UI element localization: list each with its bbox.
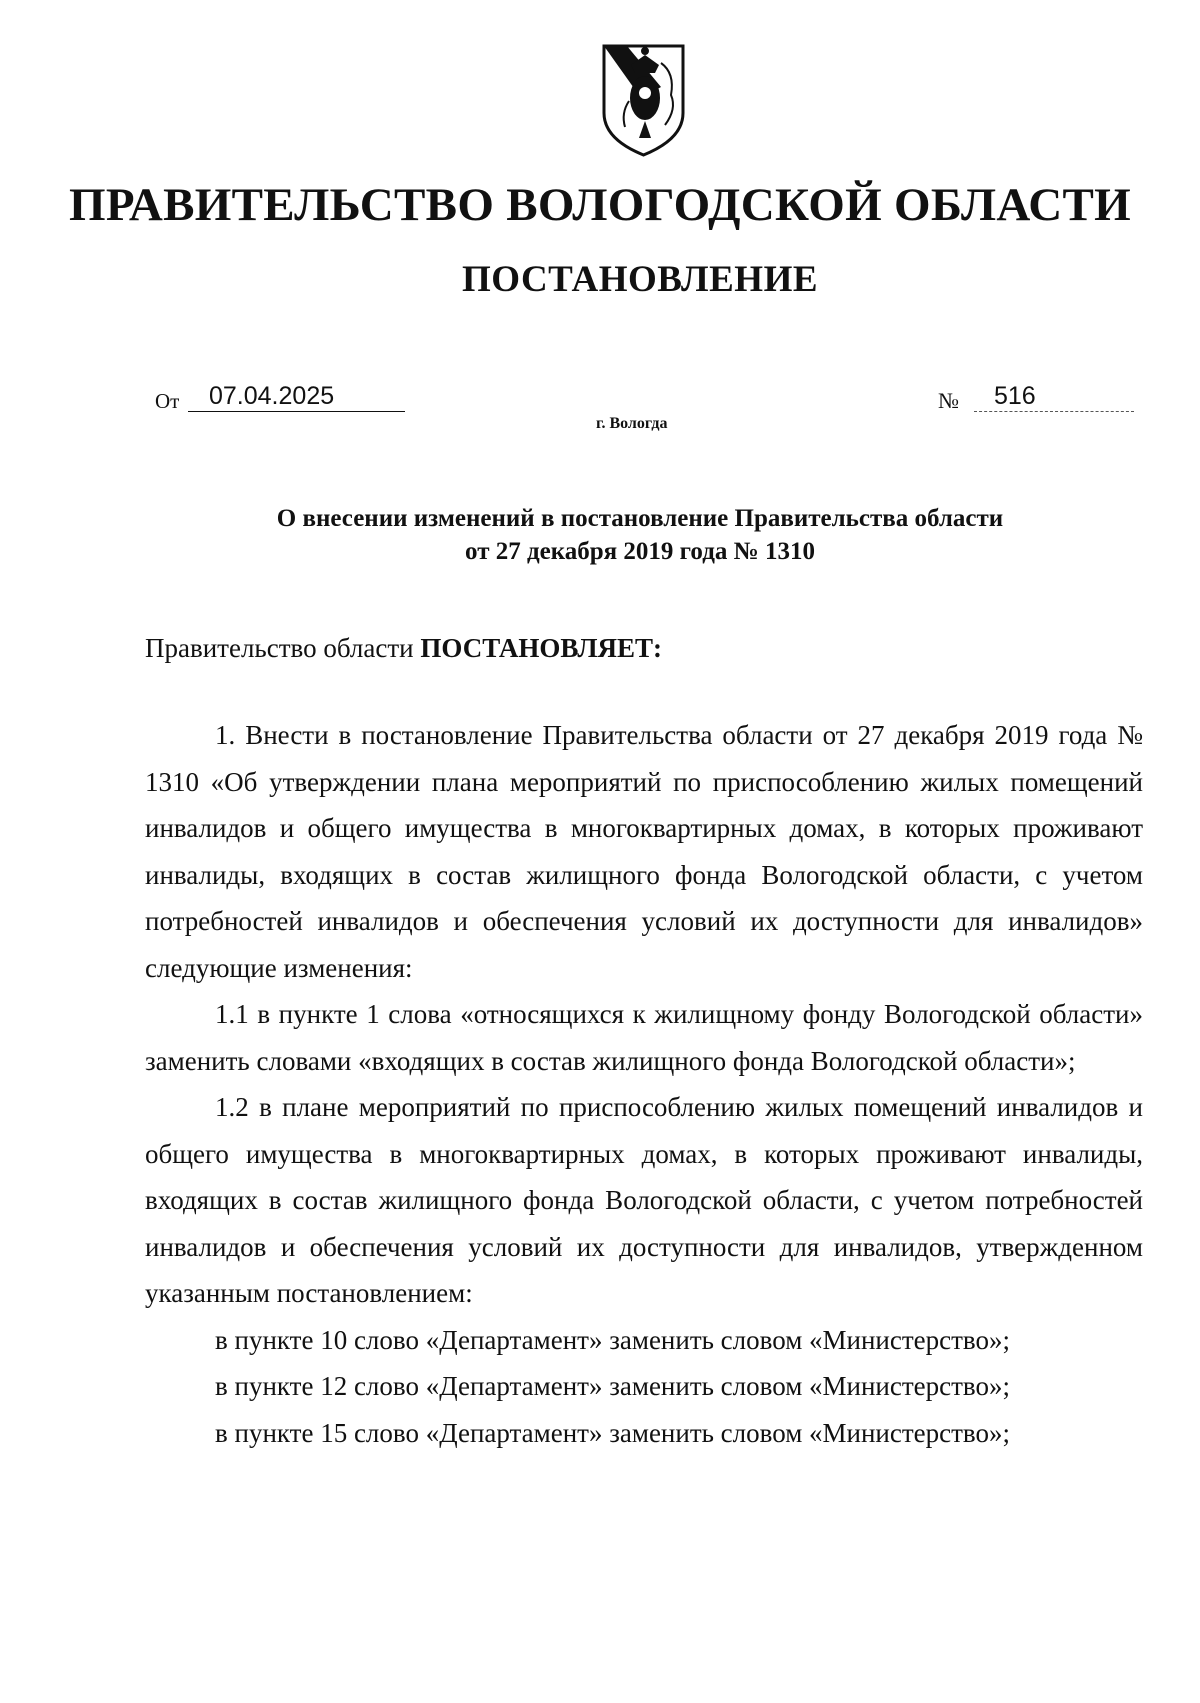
organization-title: ПРАВИТЕЛЬСТВО ВОЛОГОДСКОЙ ОБЛАСТИ xyxy=(68,179,1132,231)
document-body xyxy=(145,712,1143,1456)
number-label: № xyxy=(938,388,959,413)
paragraph-1-2: 1.2 в плане мероприятий по приспособлению жилых помещений инвалидов и общего имущества в многоквартирных домах, в которых проживают инвалиды, входящих в состав жилищного фонда Вологодской области, с учетом потребностей инвалидов и обеспечения условий их доступности для инвалидов, утвержденном указанным постановлением: xyxy=(145,1092,1143,1308)
decree-lead: Правительство области xyxy=(145,633,421,663)
subject-line-1: О внесении изменений в постановление Правительства области xyxy=(276,505,1004,532)
paragraph-1-1: 1.1 в пункте 1 слова «относящихся к жилищному фонду Вологодской области» заменить словами «входящих в состав жилищного фонда Вологодской области»; xyxy=(145,999,1143,1076)
paragraph-1: 1. Внести в постановление Правительства области от 27 декабря 2019 года № 1310 «Об утверждении плана мероприятий по приспособлению жилых помещений инвалидов и общего имущества в многоквартирных домах, в которых проживают инвалиды, входящих в состав жилищного фонда Вологодской области, с учетом потребностей инвалидов и обеспечения условий их доступности для инвалидов» следующие изменения: xyxy=(145,720,1143,983)
list-item: в пункте 10 слово «Департамент» заменить словом «Министерство»; xyxy=(215,1324,1010,1355)
document-type-title: ПОСТАНОВЛЕНИЕ xyxy=(461,259,819,300)
date-label: От xyxy=(155,389,180,413)
decree-keyword: ПОСТАНОВЛЯЕТ: xyxy=(420,633,662,663)
list-item: в пункте 15 слово «Департамент» заменить словом «Министерство»; xyxy=(215,1417,1010,1448)
city-label: г. Вологда xyxy=(596,415,668,432)
decree-statement xyxy=(145,633,662,664)
document-subject xyxy=(0,502,1200,568)
document-date: 07.04.2025 xyxy=(188,380,405,412)
list-item: в пункте 12 слово «Департамент» заменить словом «Министерство»; xyxy=(215,1371,1010,1401)
vologda-coat-of-arms-icon xyxy=(601,43,686,157)
document-number: 516 xyxy=(974,380,1134,412)
subject-line-2: от 27 декабря 2019 года № 1310 xyxy=(465,538,815,565)
